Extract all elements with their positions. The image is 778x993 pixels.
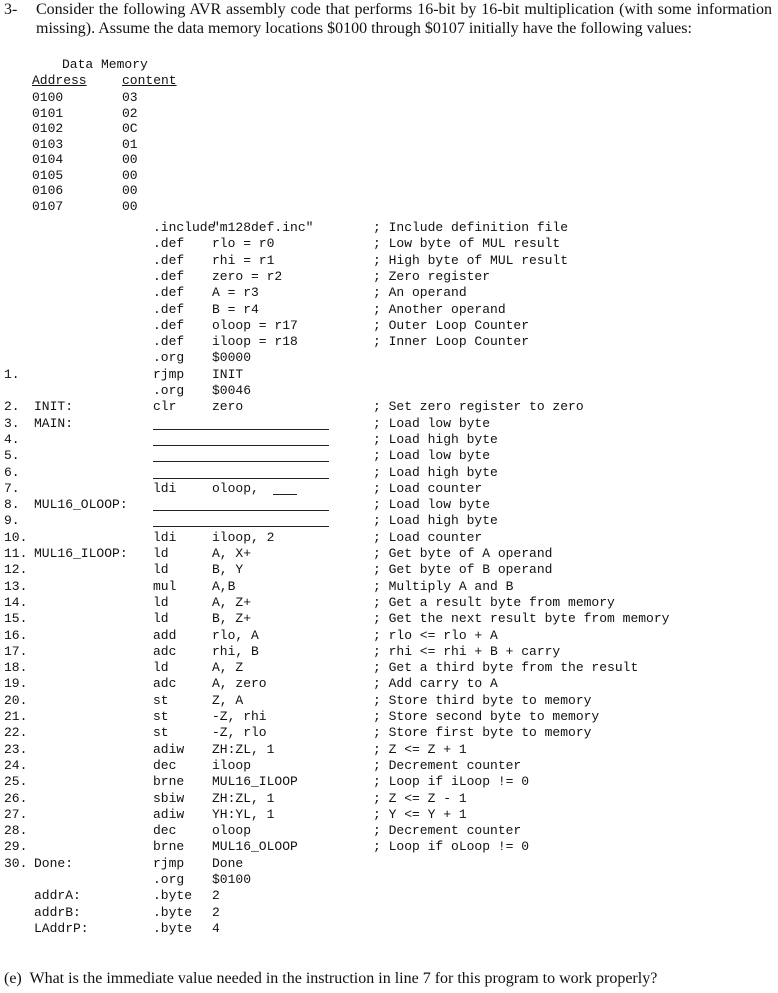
code-comment: ; Loop if oLoop != 0 xyxy=(373,839,530,855)
code-operands: YH:YL, 1 xyxy=(212,806,275,822)
line-number: 2. xyxy=(4,399,20,415)
line-number: 24. xyxy=(4,757,28,773)
memory-address: 0105 xyxy=(32,167,64,183)
content-header: content xyxy=(122,73,177,88)
code-operands: B, Y xyxy=(212,562,244,578)
code-mnemonic: ld xyxy=(153,660,169,676)
code-operands: A, zero xyxy=(212,676,267,692)
line-number: 5. xyxy=(4,448,20,464)
fill-in-blank[interactable] xyxy=(153,461,329,462)
memory-address: 0106 xyxy=(32,183,64,198)
code-operands: zero = r2 xyxy=(212,268,283,284)
code-label: addrA: xyxy=(34,888,81,904)
line-number: 22. xyxy=(4,725,28,741)
code-operands: MUL16_ILOOP xyxy=(212,774,298,790)
code-mnemonic: .byte xyxy=(153,904,193,920)
line-number: 12. xyxy=(4,562,28,578)
code-mnemonic: clr xyxy=(153,399,177,415)
code-comment: ; Get a third byte from the result xyxy=(373,660,639,676)
code-operands: rlo, A xyxy=(212,627,259,643)
code-operands: rhi, B xyxy=(212,643,259,659)
code-mnemonic: ldi xyxy=(153,480,177,496)
code-comment: ; Store first byte to memory xyxy=(373,725,592,741)
code-mnemonic: rjmp xyxy=(153,855,185,871)
fill-in-blank[interactable] xyxy=(153,445,329,446)
code-mnemonic: adiw xyxy=(153,741,185,757)
question-number: 3- xyxy=(4,1,18,18)
part-e-question: (e) What is the immediate value needed in the instruction in line 7 for this program to work properly? xyxy=(4,970,658,987)
code-operands: oloop xyxy=(212,823,252,839)
fill-in-blank[interactable] xyxy=(153,526,329,527)
code-mnemonic: adiw xyxy=(153,806,185,822)
fill-in-blank[interactable] xyxy=(153,429,329,430)
code-comment: ; Low byte of MUL result xyxy=(373,236,561,252)
code-operands: ZH:ZL, 1 xyxy=(212,741,275,757)
code-comment: ; rhi <= rhi + B + carry xyxy=(373,643,561,659)
code-comment: ; rlo <= rlo + A xyxy=(373,627,498,643)
line-number: 8. xyxy=(4,497,20,513)
code-label: MUL16_OLOOP: xyxy=(34,497,128,513)
code-operands: Z, A xyxy=(212,692,244,708)
memory-address: 0107 xyxy=(32,198,64,214)
code-mnemonic: st xyxy=(153,709,169,724)
code-comment: ; Load low byte xyxy=(373,448,491,464)
line-number: 21. xyxy=(4,709,28,724)
memory-content: 01 xyxy=(122,136,138,152)
code-comment: ; Get byte of B operand xyxy=(373,562,553,578)
code-mnemonic: sbiw xyxy=(153,790,185,806)
code-label: MUL16_ILOOP: xyxy=(34,546,128,561)
code-comment: ; Load high byte xyxy=(373,431,498,447)
line-number: 26. xyxy=(4,790,28,806)
code-comment: ; Decrement counter xyxy=(373,823,522,839)
line-number: 14. xyxy=(4,594,28,610)
code-mnemonic: .def xyxy=(153,285,185,301)
code-operands: zero xyxy=(212,399,244,415)
memory-content: 03 xyxy=(122,90,138,105)
code-comment: ; Z <= Z + 1 xyxy=(373,741,467,757)
immediate-value-blank[interactable] xyxy=(273,494,297,495)
memory-address: 0103 xyxy=(32,136,64,152)
code-comment: ; High byte of MUL result xyxy=(373,252,569,268)
code-operands: iloop = r18 xyxy=(212,334,298,350)
code-label: MAIN: xyxy=(34,415,74,431)
code-mnemonic: ld xyxy=(153,546,169,561)
data-memory-title: Data Memory xyxy=(62,57,148,72)
code-comment: ; Another operand xyxy=(373,301,506,317)
code-operands: INIT xyxy=(212,366,244,382)
fill-in-blank[interactable] xyxy=(153,478,329,479)
line-number: 16. xyxy=(4,627,28,643)
code-operands: $0100 xyxy=(212,872,252,887)
code-comment: ; Load counter xyxy=(373,529,483,545)
code-mnemonic: adc xyxy=(153,676,177,692)
code-comment: ; Decrement counter xyxy=(373,757,522,773)
code-operands: MUL16_OLOOP xyxy=(212,839,298,855)
memory-address: 0101 xyxy=(32,105,64,121)
line-number: 9. xyxy=(4,513,20,529)
code-mnemonic: .byte xyxy=(153,920,193,936)
code-mnemonic: add xyxy=(153,627,177,643)
code-mnemonic: ld xyxy=(153,594,169,610)
code-comment: ; Load low byte xyxy=(373,497,491,513)
line-number: 6. xyxy=(4,464,20,480)
code-mnemonic: .def xyxy=(153,334,185,350)
code-operands: -Z, rlo xyxy=(212,725,267,741)
line-number: 17. xyxy=(4,643,28,659)
code-comment: ; Load low byte xyxy=(373,415,491,431)
question-text: Consider the following AVR assembly code that performs 16-bit by 16-bit multiplication (with some information missing). Assume the data memory locations $0100 through $0107 initially have the following values: xyxy=(36,1,772,37)
line-number: 7. xyxy=(4,480,20,496)
code-operands: -Z, rhi xyxy=(212,709,267,724)
code-operands: 2 xyxy=(212,904,220,920)
code-comment: ; Z <= Z - 1 xyxy=(373,790,467,806)
code-comment: ; Store second byte to memory xyxy=(373,709,600,724)
code-operands: "m128def.inc" xyxy=(212,220,314,235)
memory-content: 0C xyxy=(122,121,138,136)
code-operands: iloop xyxy=(212,757,252,773)
line-number: 3. xyxy=(4,415,20,431)
code-mnemonic: rjmp xyxy=(153,366,185,382)
code-operands: 2 xyxy=(212,888,220,904)
memory-address: 0102 xyxy=(32,121,64,136)
line-number: 25. xyxy=(4,774,28,790)
code-operands: oloop, xyxy=(212,480,259,496)
code-operands: ZH:ZL, 1 xyxy=(212,790,275,806)
line-number: 30. xyxy=(4,855,28,871)
code-label: Done: xyxy=(34,855,74,871)
code-mnemonic: mul xyxy=(153,578,177,594)
code-mnemonic: ld xyxy=(153,611,169,627)
code-mnemonic: brne xyxy=(153,774,185,790)
line-number: 1. xyxy=(4,366,20,382)
question-block xyxy=(4,0,772,38)
code-comment: ; Multiply A and B xyxy=(373,578,514,594)
line-number: 18. xyxy=(4,660,28,676)
memory-content: 00 xyxy=(122,152,138,167)
code-mnemonic: .include xyxy=(153,220,216,235)
code-comment: ; Load counter xyxy=(373,480,483,496)
code-mnemonic: .org xyxy=(153,383,185,398)
line-number: 28. xyxy=(4,823,28,839)
code-comment: ; Load high byte xyxy=(373,464,498,480)
code-operands: B = r4 xyxy=(212,301,259,317)
code-label: INIT: xyxy=(34,399,74,415)
code-operands: rlo = r0 xyxy=(212,236,275,252)
code-comment: ; Outer Loop Counter xyxy=(373,317,530,333)
code-mnemonic: .def xyxy=(153,236,185,252)
code-comment: ; An operand xyxy=(373,285,467,301)
memory-content: 02 xyxy=(122,105,138,121)
code-mnemonic: ldi xyxy=(153,529,177,545)
code-operands: iloop, 2 xyxy=(212,529,275,545)
code-operands: A, Z+ xyxy=(212,594,252,610)
code-comment: ; Y <= Y + 1 xyxy=(373,806,467,822)
code-mnemonic: st xyxy=(153,692,169,708)
code-comment: ; Include definition file xyxy=(373,220,569,235)
code-operands: B, Z+ xyxy=(212,611,252,627)
line-number: 10. xyxy=(4,529,28,545)
code-mnemonic: dec xyxy=(153,823,177,839)
line-number: 4. xyxy=(4,431,20,447)
code-mnemonic: .def xyxy=(153,317,185,333)
code-comment: ; Add carry to A xyxy=(373,676,498,692)
line-number: 20. xyxy=(4,692,28,708)
memory-content: 00 xyxy=(122,198,138,214)
code-operands: A,B xyxy=(212,578,236,594)
line-number: 11. xyxy=(4,546,28,561)
address-header: Address xyxy=(32,73,87,88)
memory-address: 0100 xyxy=(32,90,64,105)
code-operands: 4 xyxy=(212,920,220,936)
code-mnemonic: ld xyxy=(153,562,169,578)
code-comment: ; Set zero register to zero xyxy=(373,399,584,415)
code-mnemonic: dec xyxy=(153,757,177,773)
code-mnemonic: .def xyxy=(153,268,185,284)
code-operands: oloop = r17 xyxy=(212,317,298,333)
code-operands: A, X+ xyxy=(212,546,252,561)
line-number: 27. xyxy=(4,806,28,822)
code-mnemonic: .org xyxy=(153,350,185,366)
code-operands: A, Z xyxy=(212,660,244,676)
line-number: 29. xyxy=(4,839,28,855)
code-mnemonic: .def xyxy=(153,252,185,268)
memory-content: 00 xyxy=(122,167,138,183)
code-comment: ; Get a result byte from memory xyxy=(373,594,615,610)
code-operands: rhi = r1 xyxy=(212,252,275,268)
code-mnemonic: brne xyxy=(153,839,185,855)
memory-content: 00 xyxy=(122,183,138,198)
fill-in-blank[interactable] xyxy=(153,510,329,511)
code-comment: ; Loop if iLoop != 0 xyxy=(373,774,530,790)
code-comment: ; Zero register xyxy=(373,268,491,284)
code-operands: $0046 xyxy=(212,383,252,398)
code-label: LAddrP: xyxy=(34,920,89,936)
code-comment: ; Load high byte xyxy=(373,513,498,529)
code-comment: ; Get the next result byte from memory xyxy=(373,611,670,627)
line-number: 23. xyxy=(4,741,28,757)
code-comment: ; Get byte of A operand xyxy=(373,546,553,561)
line-number: 19. xyxy=(4,676,28,692)
line-number: 15. xyxy=(4,611,28,627)
code-operands: A = r3 xyxy=(212,285,259,301)
code-mnemonic: st xyxy=(153,725,169,741)
code-mnemonic: adc xyxy=(153,643,177,659)
code-mnemonic: .org xyxy=(153,872,185,887)
code-mnemonic: .def xyxy=(153,301,185,317)
code-label: addrB: xyxy=(34,904,81,920)
code-comment: ; Store third byte to memory xyxy=(373,692,592,708)
line-number: 13. xyxy=(4,578,28,594)
code-comment: ; Inner Loop Counter xyxy=(373,334,530,350)
code-operands: $0000 xyxy=(212,350,252,366)
code-operands: Done xyxy=(212,855,244,871)
memory-address: 0104 xyxy=(32,152,64,167)
code-mnemonic: .byte xyxy=(153,888,193,904)
